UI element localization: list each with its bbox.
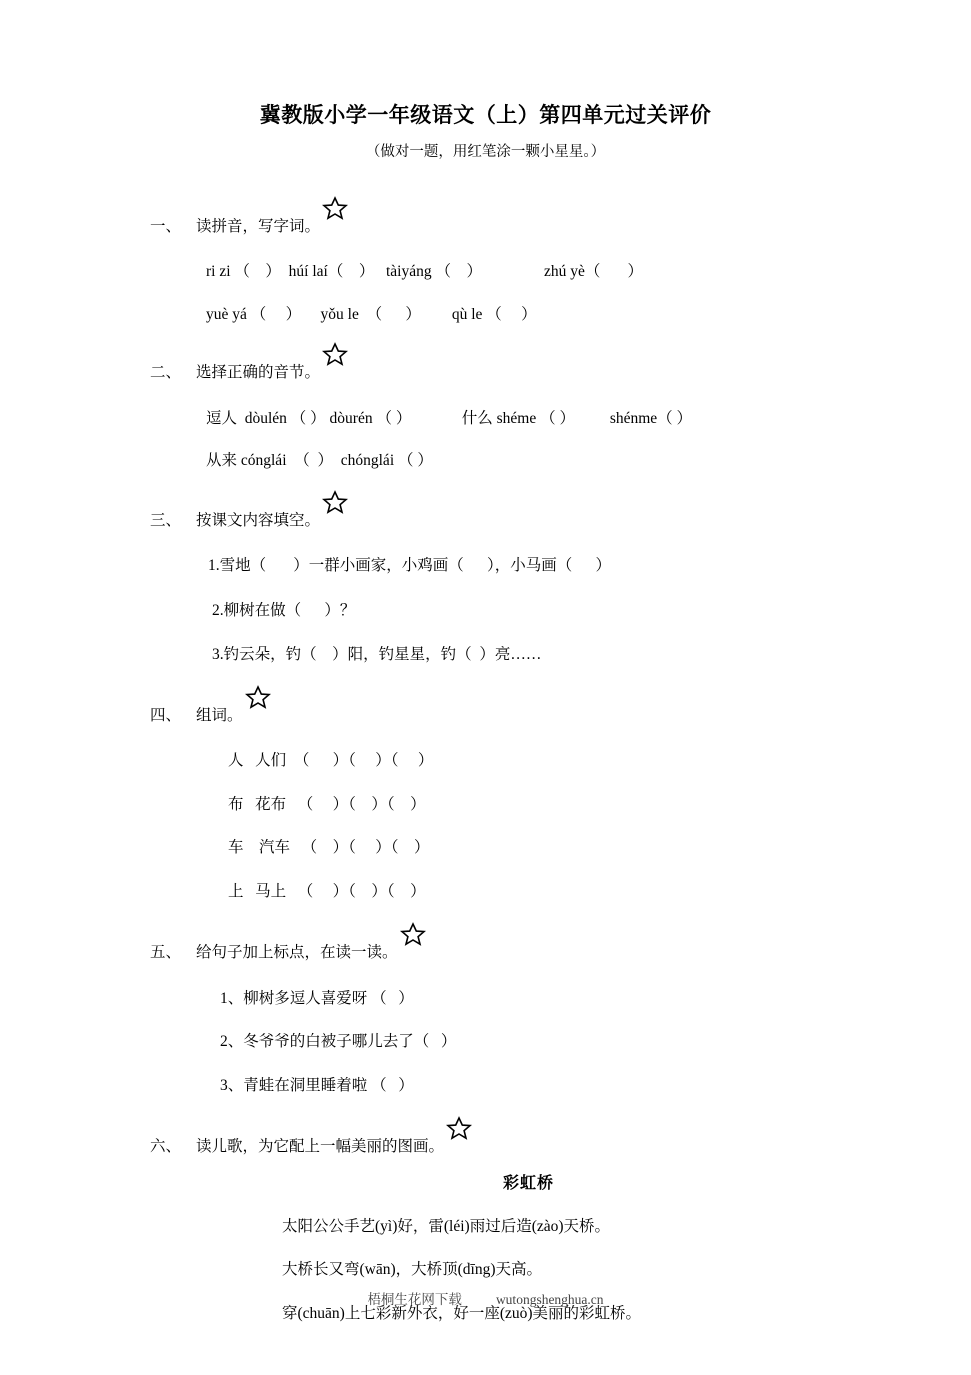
exercise-line: 逗人 dòulén （ ） dòurén （ ） 什么 shéme （ ） shénme（ ） [206,409,693,427]
section-heading-1 [150,198,907,235]
section-title-3: 按课文内容填空。 [196,511,321,529]
section-heading-3 [150,492,907,529]
section-heading-6 [150,1118,907,1155]
star-icon [400,922,426,946]
exercise-line: 上 马上 （ ）（ ）（ ） [228,882,426,900]
section-heading-2 [150,344,907,381]
section-heading-5 [150,924,907,961]
worksheet-body [0,198,971,1322]
section-number-2: 二、 [150,364,182,382]
footer-site-name: 梧桐生花网下载 [367,1292,462,1307]
section-title-1: 读拼音，写字词。 [196,217,321,235]
section-title-2: 选择正确的音节。 [196,364,321,382]
exercise-line: yuè yá （ ） yǒu le （ ） qù le （ ） [206,305,537,323]
exercise-line: 布 花布 （ ）（ ）（ ） [228,795,426,813]
section-title-6: 读儿歌，为它配上一幅美丽的图画。 [196,1138,445,1156]
poem-line: 太阳公公手艺(yì)好，雷(léi)雨过后造(zào)天桥。 [282,1217,611,1235]
exercise-line: ri zi （ ） húí laí（ ） tàiyáng （ ） zhú yè（ ） [206,263,643,281]
section-heading-4 [150,687,907,724]
section-number-4: 四、 [150,706,182,724]
poem-line: 大桥长又弯(wān)，大桥顶(dīng)天高。 [282,1261,543,1279]
section-number-6: 六、 [150,1138,182,1156]
page-subtitle: （做对一题，用红笔涂一颗小星星。） [365,144,606,161]
poem-title: 彩虹桥 [502,1174,554,1192]
footer [0,1288,971,1308]
exercise-line: 1.雪地（ ）一群小画家，小鸡画（ ），小马画（ ） [208,557,612,575]
star-icon [322,342,348,366]
section-title-5: 给句子加上标点，在读一读。 [196,944,398,962]
section-number-3: 三、 [150,511,182,529]
exercise-line: 3、青蛙在洞里睡着啦 （ ） [220,1076,414,1094]
exercise-line: 3.钓云朵，钓（ ）阳，钓星星，钓（ ）亮…… [212,646,542,664]
star-icon [322,196,348,220]
section-number-5: 五、 [150,944,182,962]
star-icon [446,1116,472,1140]
page-title: 冀教版小学一年级语文（上）第四单元过关评价 [259,103,712,127]
star-icon [245,685,271,709]
section-number-1: 一、 [150,217,182,235]
poem-line: 穿(chuān)上七彩新外衣，好一座(zuò)美丽的彩虹桥。 [282,1304,642,1322]
exercise-line: 2.柳树在做（ ）？ [212,601,356,619]
exercise-line: 1、柳树多逗人喜爱呀 （ ） [220,989,414,1007]
section-title-4: 组词。 [196,706,243,724]
star-icon [322,490,348,514]
footer-site-url: wutongshenghua.cn [495,1292,604,1307]
exercise-line: 2、冬爷爷的白被子哪儿去了（ ） [220,1033,457,1051]
exercise-line: 从来 cónglái （ ） chónglái （ ） [206,452,433,470]
exercise-line: 车 汽车 （ ）（ ）（ ） [228,839,430,857]
exercise-line: 人 人们 （ ）（ ）（ ） [228,752,434,770]
